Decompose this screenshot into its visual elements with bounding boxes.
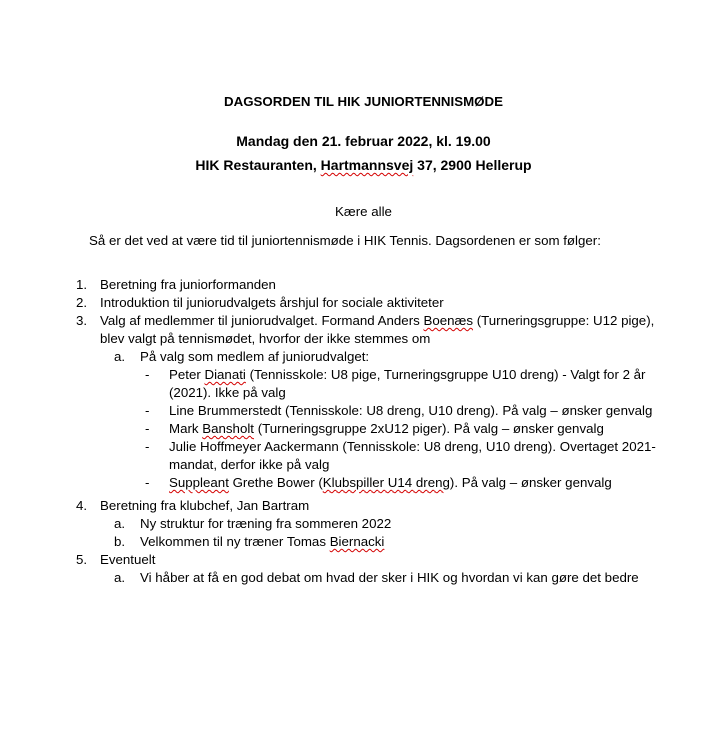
sub-item-letter: b. — [114, 534, 126, 549]
sub-item-text-part: Velkommen til ny træner Tomas — [140, 534, 330, 549]
item-text: Beretning fra klubchef, Jan Bartram — [100, 498, 310, 513]
candidate-text: Julie Hoffmeyer Aackermann (Tennisskole: U8 dreng, U10 dreng). Overtaget 2021- — [169, 439, 656, 454]
sub-item-text: Vi håber at få en god debat om hvad der sker i HIK og hvordan vi kan gøre det bedre — [140, 570, 639, 585]
bullet-dash: - — [145, 421, 150, 436]
bullet-dash: - — [145, 439, 150, 454]
item-number: 1. — [76, 277, 88, 292]
intro-text: Så er det ved at være tid til juniortennismøde i HIK Tennis. Dagsordenen er som følger: — [89, 233, 601, 248]
candidate-surname: Bansholt — [202, 421, 254, 436]
candidate-role: Suppleant — [169, 475, 229, 490]
candidate-text — [169, 420, 604, 438]
location-street: Hartmannsvej — [320, 157, 414, 173]
trainer-surname: Biernacki — [329, 534, 385, 549]
candidate-text: Line Brummerstedt (Tennisskole: U8 dreng, U10 dreng). På valg – ønsker genvalg — [169, 403, 653, 418]
item-text-part: Valg af medlemmer til juniorudvalget. Formand Anders — [100, 313, 424, 328]
item-text: Introduktion til juniorudvalgets årshjul for sociale aktiviteter — [100, 295, 444, 310]
sub-item-letter: a. — [114, 570, 126, 585]
candidate-surname: Dianati — [204, 367, 246, 382]
item-number: 4. — [76, 498, 88, 513]
candidate-text — [169, 474, 612, 492]
item-text: Beretning fra juniorformanden — [100, 277, 276, 292]
item-number: 2. — [76, 295, 88, 310]
candidate-text-part: ). På valg – ønsker genvalg — [449, 475, 612, 490]
candidate-text-part: (Turneringsgruppe 2xU12 piger). På valg – ønsker genvalg — [254, 421, 604, 436]
meeting-location — [0, 156, 727, 174]
candidate-text-part: Peter — [169, 367, 205, 382]
sub-item-letter: a. — [114, 349, 126, 364]
bullet-dash: - — [145, 403, 150, 418]
sub-item-letter: a. — [114, 516, 126, 531]
item-number: 3. — [76, 313, 88, 328]
candidate-text-continued: mandat, derfor ikke på valg — [169, 457, 330, 472]
candidate-group: Klubspiller U14 dreng — [322, 475, 450, 490]
sub-item-text: På valg som medlem af juniorudvalget: — [140, 349, 370, 364]
candidate-text-part: Grethe Bower ( — [228, 475, 323, 490]
bullet-dash: - — [145, 367, 150, 382]
sub-item-text — [140, 533, 384, 551]
item-text-continued: blev valgt på tennismødet, hvorfor der ikke stemmes om — [100, 331, 431, 346]
chairman-name: Boenæs — [423, 313, 473, 328]
location-prefix: HIK Restauranten, — [195, 157, 321, 173]
sub-item-text: Ny struktur for træning fra sommeren 2022 — [140, 516, 392, 531]
item-number: 5. — [76, 552, 88, 567]
candidate-text-continued: (2021). Ikke på valg — [169, 385, 286, 400]
greeting: Kære alle — [335, 204, 392, 219]
item-text-part: (Turneringsgruppe: U12 pige), — [473, 313, 655, 328]
item-text — [100, 312, 654, 330]
candidate-text-part: Mark — [169, 421, 203, 436]
location-suffix: 37, 2900 Hellerup — [413, 157, 532, 173]
bullet-dash: - — [145, 475, 150, 490]
candidate-text-part: (Tennisskole: U8 pige, Turneringsgruppe U10 dreng) - Valgt for 2 år — [245, 367, 646, 382]
document-title: DAGSORDEN TIL HIK JUNIORTENNISMØDE — [223, 94, 503, 109]
meeting-date: Mandag den 21. februar 2022, kl. 19.00 — [236, 133, 491, 149]
item-text: Eventuelt — [100, 552, 156, 567]
candidate-text — [169, 366, 645, 384]
